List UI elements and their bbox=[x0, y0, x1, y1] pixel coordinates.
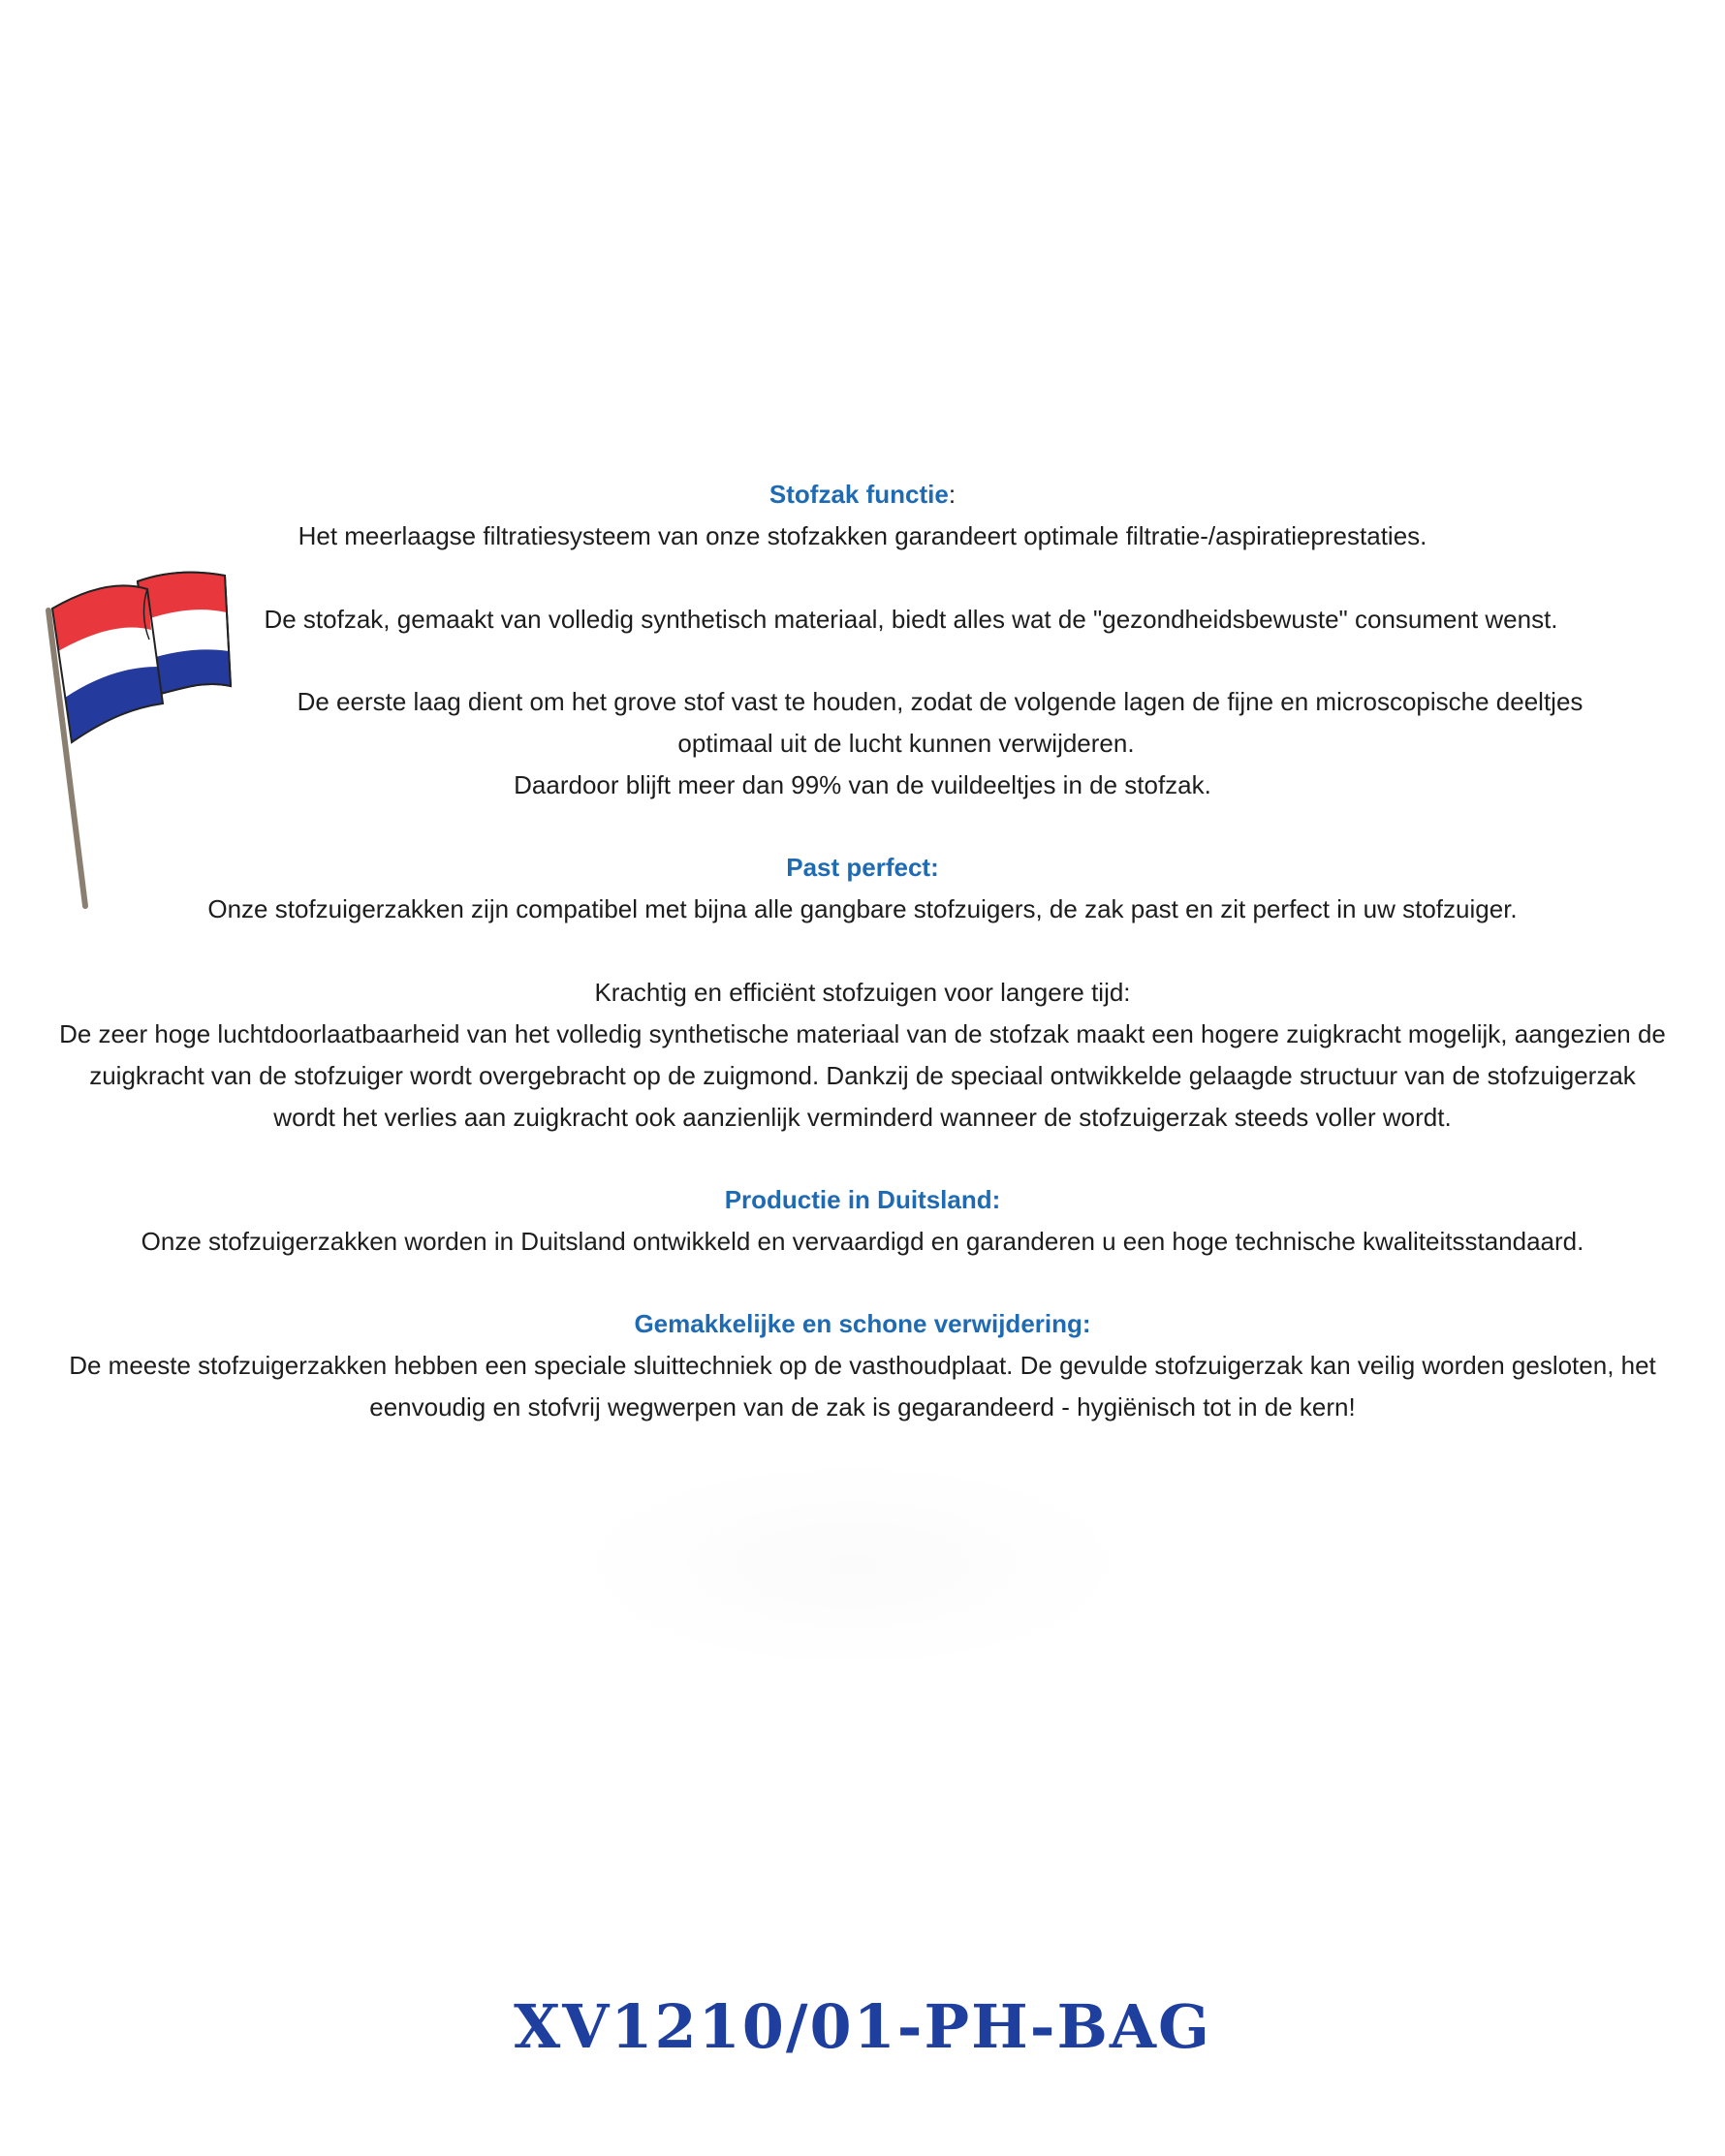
paragraph-suction-line2: zuigkracht van de stofzuiger wordt overgebracht op de zuigmond. Dankzij de speciaal ontwikkelde gelaagde structuur van de stofzuigerzak bbox=[89, 1061, 1636, 1090]
heading-colon: : bbox=[948, 480, 957, 509]
heading-production-germany: Productie in Duitsland: bbox=[724, 1185, 1001, 1214]
heading-powerful-suction: Krachtig en efficiënt stofzuigen voor langere tijd: bbox=[594, 978, 1131, 1007]
paragraph-first-layer-line2: optimaal uit de lucht kunnen verwijderen. bbox=[677, 729, 1135, 758]
paragraph-removal-line1: De meeste stofzuigerzakken hebben een speciale sluittechniek op de vasthoudplaat. De gevulde stofzuigerzak kan veilig worden gesloten, het bbox=[69, 1351, 1656, 1380]
paragraph-suction-line3: wordt het verlies aan zuigkracht ook aanzienlijk verminderd wanneer de stofzuigerzak steeds voller wordt. bbox=[273, 1103, 1452, 1132]
heading-dust-bag-function bbox=[0, 478, 1725, 511]
paragraph-compatibility: Onze stofzuigerzakken zijn compatibel met bijna alle gangbare stofzuigers, de zak past en zit perfect in uw stofzuiger. bbox=[207, 894, 1518, 923]
heading-text: Stofzak functie bbox=[768, 480, 949, 509]
paragraph-filtration: Het meerlaagse filtratiesysteem van onze stofzakken garandeert optimale filtratie-/aspiratieprestaties. bbox=[298, 521, 1427, 550]
faint-background-patch bbox=[572, 1458, 1134, 1672]
heading-fits-perfectly: Past perfect: bbox=[786, 853, 939, 882]
paragraph-production: Onze stofzuigerzakken worden in Duitsland ontwikkeld en vervaardigd en garanderen u een hoge technische kwaliteitsstandaard. bbox=[141, 1227, 1584, 1256]
paragraph-first-layer-line1: De eerste laag dient om het grove stof vast te houden, zodat de volgende lagen de fijne en microscopische deeltjes bbox=[297, 687, 1584, 716]
paragraph-suction-line1: De zeer hoge luchtdoorlaatbaarheid van het volledig synthetische materiaal van de stofzak maakt een hogere zuigkracht mogelijk, aangezien de bbox=[59, 1019, 1666, 1048]
heading-easy-removal: Gemakkelijke en schone verwijdering: bbox=[634, 1309, 1091, 1338]
paragraph-synthetic-material: De stofzak, gemaakt van volledig synthetisch materiaal, biedt alles wat de "gezondheidsbewuste" consument wenst. bbox=[264, 605, 1558, 634]
product-code: XV1210/01-PH-BAG bbox=[514, 1991, 1211, 2062]
paragraph-first-layer-line3: Daardoor blijft meer dan 99% van de vuildeeltjes in de stofzak. bbox=[514, 770, 1211, 799]
paragraph-removal-line2: eenvoudig en stofvrij wegwerpen van de zak is gegarandeerd - hygiënisch tot in de kern! bbox=[369, 1392, 1356, 1422]
